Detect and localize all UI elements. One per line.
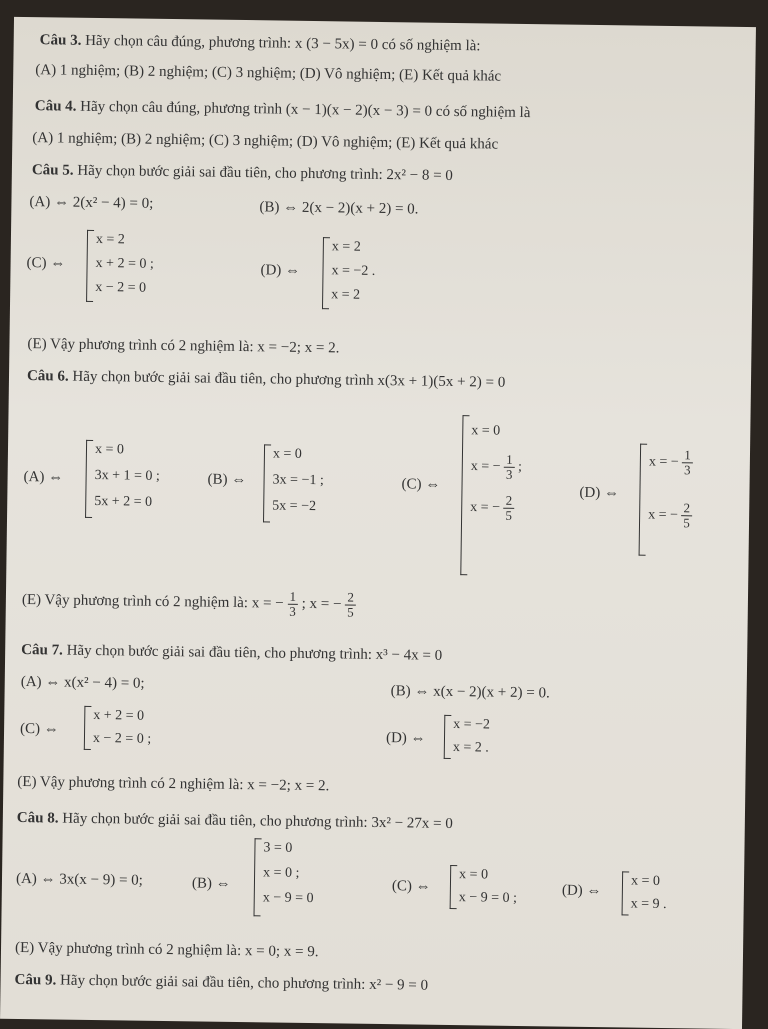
option-d-system xyxy=(322,237,376,310)
option-b-system xyxy=(254,838,315,917)
option-b-label: (B) ⇔ xyxy=(191,875,231,892)
option-a-label: (A) ⇔ xyxy=(23,468,64,486)
option-d-label: (D) ⇔ xyxy=(561,882,602,900)
system-line: x = 0 xyxy=(458,867,489,883)
option-b-system xyxy=(263,444,324,523)
option-c-label: (C) ⇔ xyxy=(26,255,66,272)
question-number: Câu 9. xyxy=(14,971,57,989)
question-text: Hãy chọn bước giải sai đầu tiên, cho phương trình x(3x + 1)(5x + 2) = 0 xyxy=(72,368,506,391)
system-line: x = 2 xyxy=(331,287,361,303)
option-c-system xyxy=(450,865,518,910)
book-page xyxy=(0,17,756,1029)
question-8 xyxy=(17,809,453,833)
system-line: x = − $\frac{1}{3}$ ; xyxy=(470,451,523,482)
question-text: Hãy chọn bước giải sai đầu tiên, cho phương trình: x³ − 4x = 0 xyxy=(66,642,443,664)
bracket xyxy=(322,237,330,309)
option-a: (A) ⇔ 3x(x − 9) = 0; xyxy=(15,870,144,889)
question-text: Hãy chọn câu đúng, phương trình: x (3 − 5x) = 0 có số nghiệm là: xyxy=(85,32,481,55)
system-line: x = 2 xyxy=(95,231,125,248)
question-4 xyxy=(35,97,531,122)
system-line: x = −2 xyxy=(453,717,491,733)
question-number: Câu 7. xyxy=(21,641,63,659)
system-line: x + 2 = 0 ; xyxy=(95,255,154,272)
system-line: x − 2 = 0 xyxy=(95,279,147,296)
question-4-options: (A) 1 nghiệm; (B) 2 nghiệm; (C) 3 nghiệm; (D) Vô nghiệm; (E) Kết quả khác xyxy=(32,130,499,153)
option-c-system xyxy=(84,706,152,751)
question-text: Hãy chọn bước giải sai đầu tiên, cho phương trình: 3x² − 27x = 0 xyxy=(62,810,453,833)
question-number: Câu 6. xyxy=(26,368,69,385)
question-number: Câu 8. xyxy=(16,809,59,827)
option-d-label: (D) ⇔ xyxy=(260,262,301,279)
bracket xyxy=(84,706,92,750)
fraction: $\frac{1}{3}$ xyxy=(683,447,691,478)
system-line: x = − $\frac{2}{5}$ xyxy=(470,492,513,523)
system-line: x = 0 xyxy=(272,446,302,462)
question-3-options: (A) 1 nghiệm; (B) 2 nghiệm; (C) 3 nghiệm; (D) Vô nghiệm; (E) Kết quả khác xyxy=(35,62,502,85)
option-e: (E) Vậy phương trình có 2 nghiệm là: x = − $\frac{1}{3}$ ; x = − $\frac{2}{5}$ xyxy=(21,588,354,620)
system-line: 3x = −1 ; xyxy=(272,472,324,489)
question-number: Câu 4. xyxy=(34,98,77,115)
option-a: (A) ⇔ 2(x² − 4) = 0; xyxy=(29,194,154,212)
system-line: x = 2 . xyxy=(452,740,489,756)
option-c-label: (C) ⇔ xyxy=(391,878,431,895)
fraction: $\frac{2}{5}$ xyxy=(505,492,513,523)
question-text: Hãy chọn câu đúng, phương trình (x − 1)(x − 2)(x − 3) = 0 có số nghiệm là xyxy=(80,98,531,122)
question-number: Câu 5. xyxy=(31,162,74,179)
option-b: (B) ⇔ x(x − 2)(x + 2) = 0. xyxy=(390,683,550,702)
system-line: x = 0 xyxy=(94,441,125,458)
fraction: $\frac{1}{3}$ xyxy=(505,451,513,482)
fraction: $\frac{1}{3}$ xyxy=(289,588,297,619)
question-5 xyxy=(32,161,453,185)
bracket xyxy=(263,444,271,522)
system-line: x − 9 = 0 ; xyxy=(458,890,518,906)
option-e: (E) Vậy phương trình có 2 nghiệm là: x = −2; x = 2. xyxy=(17,773,330,795)
question-text: Hãy chọn bước giải sai đầu tiên, cho phương trình: x² − 9 = 0 xyxy=(59,972,429,994)
option-e: (E) Vậy phương trình có 2 nghiệm là: x = −2; x = 2. xyxy=(27,336,340,357)
system-line: x = 0 xyxy=(471,423,501,439)
option-d-system xyxy=(622,871,668,916)
system-line: x + 2 = 0 xyxy=(93,707,145,724)
question-number: Câu 3. xyxy=(39,32,82,49)
system-line: x = −2 . xyxy=(331,263,376,279)
bracket xyxy=(444,715,452,759)
bracket xyxy=(450,865,458,909)
system-line: x − 9 = 0 xyxy=(262,890,314,907)
question-3 xyxy=(40,31,481,55)
system-line: 3 = 0 xyxy=(263,840,293,856)
question-9 xyxy=(14,971,428,995)
system-line: x = 0 xyxy=(630,873,661,889)
system-line: x − 2 = 0 ; xyxy=(92,730,152,747)
option-d-label: (D) ⇔ xyxy=(385,730,426,747)
system-line: x = − $\frac{1}{3}$ xyxy=(648,447,691,478)
fraction: $\frac{2}{5}$ xyxy=(683,500,691,531)
bracket xyxy=(86,230,94,302)
option-e: (E) Vậy phương trình có 2 nghiệm là: x = 0; x = 9. xyxy=(14,939,319,961)
option-b-label: (B) ⇔ xyxy=(207,471,247,489)
bracket xyxy=(622,871,630,915)
option-d-system xyxy=(639,444,693,557)
option-c-label: (C) ⇔ xyxy=(19,720,59,738)
option-d-label: (D) ⇔ xyxy=(579,484,620,502)
system-line: 3x + 1 = 0 ; xyxy=(94,467,160,484)
option-d-system xyxy=(444,715,490,760)
option-c-system xyxy=(86,230,154,303)
system-line: 5x = −2 xyxy=(272,498,317,515)
question-6 xyxy=(27,367,505,392)
fraction: $\frac{2}{5}$ xyxy=(347,589,354,620)
system-line: x = 0 ; xyxy=(263,865,300,881)
system-line: x = 9 . xyxy=(630,896,667,913)
option-c-system xyxy=(460,415,522,576)
option-b: (B) ⇔ 2(x − 2)(x + 2) = 0. xyxy=(259,199,419,218)
bracket xyxy=(639,444,648,556)
option-c-label: (C) ⇔ xyxy=(401,476,441,493)
bracket xyxy=(85,440,93,518)
question-text: Hãy chọn bước giải sai đầu tiên, cho phương trình: 2x² − 8 = 0 xyxy=(77,162,453,184)
option-a: (A) ⇔ x(x² − 4) = 0; xyxy=(20,673,145,692)
bracket xyxy=(460,415,469,575)
system-line: x = 2 xyxy=(331,239,361,255)
bracket xyxy=(254,838,262,916)
system-line: x = − $\frac{2}{5}$ xyxy=(648,500,691,531)
option-a-system xyxy=(85,440,160,519)
question-7 xyxy=(21,641,442,665)
system-line: 5x + 2 = 0 xyxy=(94,493,153,510)
